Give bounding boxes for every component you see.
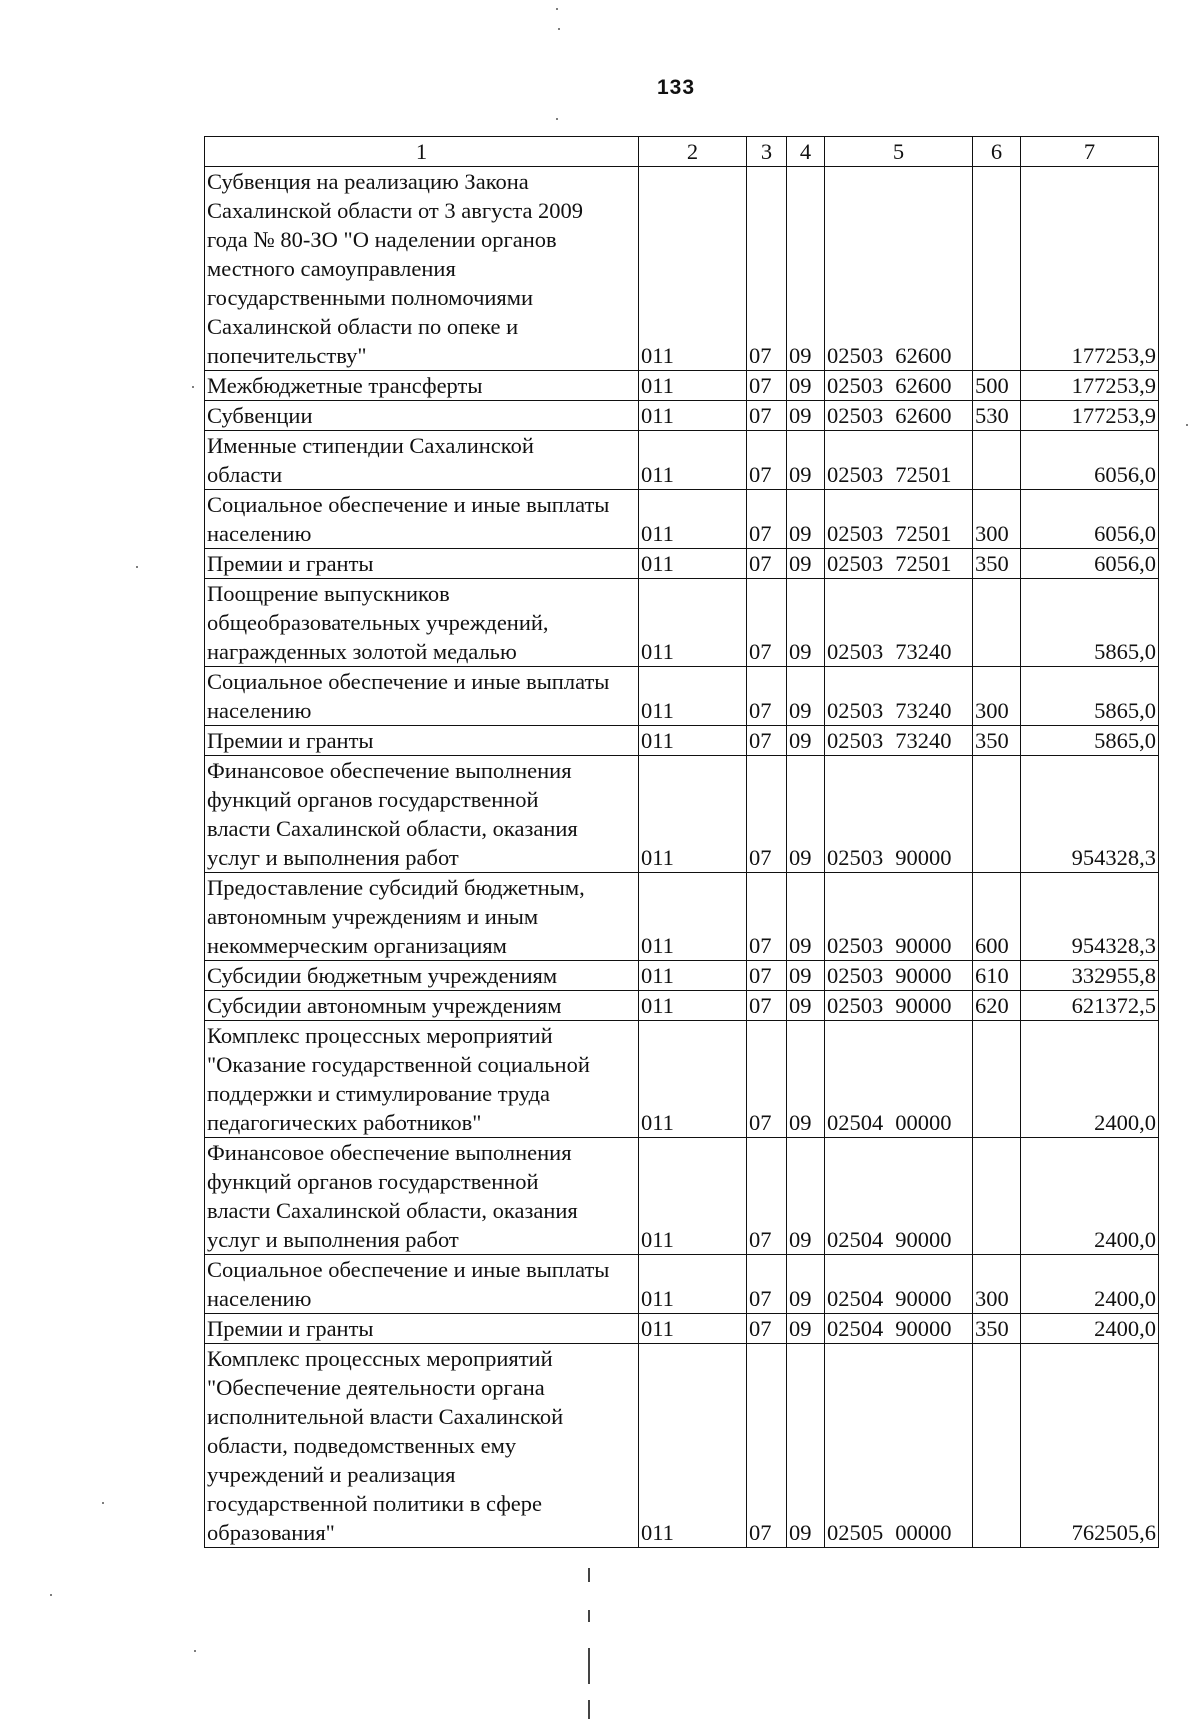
expense-type-code — [973, 579, 1021, 667]
row-name-line: Субвенции — [207, 403, 313, 428]
expense-type-code — [973, 431, 1021, 490]
row-name-line: педагогических работников" — [207, 1110, 482, 1135]
amount: 621372,5 — [1021, 991, 1159, 1021]
target-article-code-part1: 02503 — [827, 551, 884, 576]
target-article-code-part1: 02503 — [827, 462, 884, 487]
row-name-line: власти Сахалинской области, оказания — [207, 1198, 578, 1223]
row-name-line: Субсидии автономным учреждениям — [207, 993, 562, 1018]
table-row — [205, 371, 1159, 401]
table-row — [205, 167, 1159, 371]
column-header-6: 6 — [973, 137, 1021, 167]
target-article-code — [825, 371, 973, 401]
subsection-code: 09 — [787, 401, 825, 431]
table-row — [205, 1344, 1159, 1548]
row-name-line: Премии и гранты — [207, 551, 374, 576]
row-name-line: "Оказание государственной социальной — [207, 1052, 590, 1077]
subsection-code: 09 — [787, 431, 825, 490]
amount: 6056,0 — [1021, 431, 1159, 490]
row-name-line: автономным учреждениям и иным — [207, 904, 539, 929]
column-header-1: 1 — [205, 137, 639, 167]
ministry-code: 011 — [639, 579, 747, 667]
row-name — [205, 1255, 639, 1314]
subsection-code: 09 — [787, 1344, 825, 1548]
row-name-line: попечительству" — [207, 343, 367, 368]
target-article-code-part2: 00000 — [895, 1520, 952, 1545]
section-code: 07 — [747, 667, 787, 726]
target-article-code-part2: 72501 — [895, 551, 952, 576]
row-name — [205, 401, 639, 431]
row-name-line: власти Сахалинской области, оказания — [207, 816, 578, 841]
subsection-code: 09 — [787, 1314, 825, 1344]
row-name-line: государственными полномочиями — [207, 285, 534, 310]
target-article-code-part2: 62600 — [895, 373, 952, 398]
expense-type-code: 350 — [973, 1314, 1021, 1344]
row-name-line: Сахалинской области от 3 августа 2009 — [207, 198, 584, 223]
target-article-code-part2: 90000 — [895, 1227, 952, 1252]
row-name-line: государственной политики в сфере — [207, 1491, 543, 1516]
scan-speck — [558, 28, 560, 30]
section-code: 07 — [747, 991, 787, 1021]
target-article-code-part1: 02503 — [827, 963, 884, 988]
row-name — [205, 1314, 639, 1344]
row-name-line: некоммерческим организациям — [207, 933, 507, 958]
target-article-code-part1: 02505 — [827, 1520, 884, 1545]
row-name — [205, 1138, 639, 1255]
subsection-code: 09 — [787, 167, 825, 371]
section-code: 07 — [747, 873, 787, 961]
section-code: 07 — [747, 1344, 787, 1548]
expense-type-code: 350 — [973, 726, 1021, 756]
scan-speck — [1186, 424, 1188, 426]
target-article-code — [825, 961, 973, 991]
section-code: 07 — [747, 1021, 787, 1138]
row-name-line: Межбюджетные трансферты — [207, 373, 483, 398]
row-name — [205, 991, 639, 1021]
section-code: 07 — [747, 401, 787, 431]
table-body — [205, 167, 1159, 1548]
ministry-code: 011 — [639, 961, 747, 991]
subsection-code: 09 — [787, 991, 825, 1021]
expense-type-code: 300 — [973, 1255, 1021, 1314]
row-name-line: Поощрение выпускников — [207, 581, 450, 606]
row-name-line: поддержки и стимулирование труда — [207, 1081, 551, 1106]
ministry-code: 011 — [639, 1344, 747, 1548]
row-name-line: населению — [207, 698, 312, 723]
subsection-code: 09 — [787, 756, 825, 873]
scan-line — [588, 1568, 590, 1582]
column-header-4: 4 — [787, 137, 825, 167]
table-row — [205, 549, 1159, 579]
target-article-code-part1: 02503 — [827, 728, 884, 753]
expense-type-code — [973, 1138, 1021, 1255]
target-article-code-part2: 00000 — [895, 1110, 952, 1135]
scan-speck — [102, 1502, 104, 1504]
row-name-line: населению — [207, 521, 312, 546]
row-name — [205, 490, 639, 549]
section-code: 07 — [747, 167, 787, 371]
ministry-code: 011 — [639, 549, 747, 579]
expense-type-code — [973, 1344, 1021, 1548]
table-row — [205, 667, 1159, 726]
amount: 762505,6 — [1021, 1344, 1159, 1548]
ministry-code: 011 — [639, 756, 747, 873]
budget-table — [204, 136, 1159, 1548]
target-article-code — [825, 1255, 973, 1314]
target-article-code-part1: 02503 — [827, 993, 884, 1018]
target-article-code-part1: 02503 — [827, 373, 884, 398]
target-article-code — [825, 167, 973, 371]
row-name-line: услуг и выполнения работ — [207, 1227, 459, 1252]
section-code: 07 — [747, 961, 787, 991]
row-name-line: области, подведомственных ему — [207, 1433, 517, 1458]
target-article-code-part1: 02503 — [827, 403, 884, 428]
scan-speck — [50, 1594, 52, 1596]
table-row — [205, 1138, 1159, 1255]
row-name — [205, 167, 639, 371]
section-code: 07 — [747, 579, 787, 667]
scan-line — [588, 1610, 590, 1622]
target-article-code — [825, 401, 973, 431]
scan-speck — [556, 8, 558, 10]
scan-speck — [136, 566, 138, 568]
page-number: 133 — [656, 76, 696, 99]
target-article-code — [825, 726, 973, 756]
amount: 2400,0 — [1021, 1255, 1159, 1314]
row-name-line: учреждений и реализация — [207, 1462, 456, 1487]
target-article-code-part2: 90000 — [895, 933, 952, 958]
table-row — [205, 490, 1159, 549]
scan-line — [588, 1700, 590, 1719]
ministry-code: 011 — [639, 1255, 747, 1314]
amount: 2400,0 — [1021, 1021, 1159, 1138]
row-name-line: услуг и выполнения работ — [207, 845, 459, 870]
subsection-code: 09 — [787, 961, 825, 991]
row-name-line: награжденных золотой медалью — [207, 639, 517, 664]
section-code: 07 — [747, 1255, 787, 1314]
amount: 5865,0 — [1021, 579, 1159, 667]
amount: 177253,9 — [1021, 371, 1159, 401]
amount: 954328,3 — [1021, 756, 1159, 873]
amount: 2400,0 — [1021, 1138, 1159, 1255]
target-article-code-part1: 02504 — [827, 1316, 884, 1341]
table-row — [205, 756, 1159, 873]
amount: 954328,3 — [1021, 873, 1159, 961]
row-name-line: Премии и гранты — [207, 1316, 374, 1341]
table-row — [205, 401, 1159, 431]
row-name — [205, 1344, 639, 1548]
ministry-code: 011 — [639, 1138, 747, 1255]
target-article-code — [825, 873, 973, 961]
subsection-code: 09 — [787, 667, 825, 726]
row-name-line: Финансовое обеспечение выполнения — [207, 1140, 572, 1165]
ministry-code: 011 — [639, 490, 747, 549]
subsection-code: 09 — [787, 549, 825, 579]
header-row — [205, 137, 1159, 167]
target-article-code-part1: 02503 — [827, 521, 884, 546]
amount: 177253,9 — [1021, 401, 1159, 431]
target-article-code — [825, 667, 973, 726]
amount: 6056,0 — [1021, 490, 1159, 549]
row-name-line: года № 80-ЗО "О наделении органов — [207, 227, 557, 252]
target-article-code — [825, 549, 973, 579]
target-article-code — [825, 490, 973, 549]
target-article-code-part1: 02504 — [827, 1286, 884, 1311]
subsection-code: 09 — [787, 490, 825, 549]
expense-type-code — [973, 756, 1021, 873]
row-name-line: общеобразовательных учреждений, — [207, 610, 549, 635]
amount: 6056,0 — [1021, 549, 1159, 579]
target-article-code-part1: 02503 — [827, 343, 884, 368]
row-name-line: Именные стипендии Сахалинской — [207, 433, 534, 458]
table-row — [205, 1314, 1159, 1344]
table-row — [205, 1255, 1159, 1314]
amount: 5865,0 — [1021, 667, 1159, 726]
row-name-line: Субсидии бюджетным учреждениям — [207, 963, 558, 988]
ministry-code: 011 — [639, 401, 747, 431]
ministry-code: 011 — [639, 726, 747, 756]
scan-speck — [194, 1650, 196, 1652]
target-article-code-part1: 02503 — [827, 639, 884, 664]
target-article-code-part2: 62600 — [895, 343, 952, 368]
target-article-code-part2: 73240 — [895, 639, 952, 664]
scan-speck — [192, 386, 194, 388]
column-header-3: 3 — [747, 137, 787, 167]
ministry-code: 011 — [639, 371, 747, 401]
row-name — [205, 726, 639, 756]
column-header-5: 5 — [825, 137, 973, 167]
expense-type-code: 620 — [973, 991, 1021, 1021]
expense-type-code: 600 — [973, 873, 1021, 961]
target-article-code-part1: 02503 — [827, 933, 884, 958]
row-name — [205, 667, 639, 726]
ministry-code: 011 — [639, 991, 747, 1021]
amount: 177253,9 — [1021, 167, 1159, 371]
scan-line — [588, 1648, 590, 1684]
row-name-line: образования" — [207, 1520, 335, 1545]
row-name-line: Субвенция на реализацию Закона — [207, 169, 529, 194]
target-article-code-part2: 90000 — [895, 1286, 952, 1311]
expense-type-code — [973, 167, 1021, 371]
table-row — [205, 873, 1159, 961]
section-code: 07 — [747, 431, 787, 490]
expense-type-code: 350 — [973, 549, 1021, 579]
expense-type-code — [973, 1021, 1021, 1138]
section-code: 07 — [747, 490, 787, 549]
target-article-code-part2: 90000 — [895, 845, 952, 870]
target-article-code-part2: 73240 — [895, 728, 952, 753]
section-code: 07 — [747, 1138, 787, 1255]
ministry-code: 011 — [639, 1314, 747, 1344]
target-article-code-part1: 02503 — [827, 845, 884, 870]
subsection-code: 09 — [787, 371, 825, 401]
target-article-code-part2: 90000 — [895, 993, 952, 1018]
ministry-code: 011 — [639, 667, 747, 726]
row-name-line: функций органов государственной — [207, 787, 539, 812]
row-name-line: Комплекс процессных мероприятий — [207, 1023, 553, 1048]
expense-type-code: 300 — [973, 667, 1021, 726]
target-article-code-part1: 02504 — [827, 1110, 884, 1135]
row-name-line: Социальное обеспечение и иные выплаты — [207, 669, 610, 694]
ministry-code: 011 — [639, 167, 747, 371]
subsection-code: 09 — [787, 1138, 825, 1255]
target-article-code-part2: 72501 — [895, 521, 952, 546]
target-article-code-part2: 62600 — [895, 403, 952, 428]
section-code: 07 — [747, 549, 787, 579]
row-name-line: исполнительной власти Сахалинской — [207, 1404, 564, 1429]
target-article-code-part2: 90000 — [895, 963, 952, 988]
ministry-code: 011 — [639, 873, 747, 961]
table-row — [205, 961, 1159, 991]
row-name — [205, 549, 639, 579]
row-name — [205, 1021, 639, 1138]
column-header-7: 7 — [1021, 137, 1159, 167]
target-article-code — [825, 1314, 973, 1344]
expense-type-code: 530 — [973, 401, 1021, 431]
row-name — [205, 371, 639, 401]
target-article-code — [825, 756, 973, 873]
table-row — [205, 579, 1159, 667]
row-name-line: Предоставление субсидий бюджетным, — [207, 875, 585, 900]
row-name-line: Финансовое обеспечение выполнения — [207, 758, 572, 783]
target-article-code-part2: 72501 — [895, 462, 952, 487]
target-article-code — [825, 431, 973, 490]
subsection-code: 09 — [787, 726, 825, 756]
target-article-code-part1: 02503 — [827, 698, 884, 723]
row-name-line: "Обеспечение деятельности органа — [207, 1375, 545, 1400]
row-name — [205, 431, 639, 490]
section-code: 07 — [747, 756, 787, 873]
row-name — [205, 873, 639, 961]
subsection-code: 09 — [787, 1255, 825, 1314]
row-name-line: Сахалинской области по опеке и — [207, 314, 519, 339]
table-row — [205, 726, 1159, 756]
amount: 332955,8 — [1021, 961, 1159, 991]
ministry-code: 011 — [639, 1021, 747, 1138]
scan-speck — [556, 118, 558, 120]
table-row — [205, 1021, 1159, 1138]
target-article-code-part2: 90000 — [895, 1316, 952, 1341]
target-article-code — [825, 1344, 973, 1548]
table-row — [205, 991, 1159, 1021]
row-name-line: Социальное обеспечение и иные выплаты — [207, 1257, 610, 1282]
row-name-line: Социальное обеспечение и иные выплаты — [207, 492, 610, 517]
column-header-2: 2 — [639, 137, 747, 167]
row-name-line: населению — [207, 1286, 312, 1311]
amount: 5865,0 — [1021, 726, 1159, 756]
row-name — [205, 961, 639, 991]
expense-type-code: 500 — [973, 371, 1021, 401]
row-name — [205, 756, 639, 873]
subsection-code: 09 — [787, 579, 825, 667]
expense-type-code: 610 — [973, 961, 1021, 991]
row-name-line: функций органов государственной — [207, 1169, 539, 1194]
target-article-code — [825, 579, 973, 667]
subsection-code: 09 — [787, 1021, 825, 1138]
ministry-code: 011 — [639, 431, 747, 490]
section-code: 07 — [747, 726, 787, 756]
target-article-code — [825, 1021, 973, 1138]
target-article-code — [825, 1138, 973, 1255]
row-name-line: Комплекс процессных мероприятий — [207, 1346, 553, 1371]
target-article-code — [825, 991, 973, 1021]
target-article-code-part1: 02504 — [827, 1227, 884, 1252]
subsection-code: 09 — [787, 873, 825, 961]
table-row — [205, 431, 1159, 490]
section-code: 07 — [747, 1314, 787, 1344]
amount: 2400,0 — [1021, 1314, 1159, 1344]
target-article-code-part2: 73240 — [895, 698, 952, 723]
row-name-line: местного самоуправления — [207, 256, 456, 281]
row-name-line: Премии и гранты — [207, 728, 374, 753]
expense-type-code: 300 — [973, 490, 1021, 549]
row-name-line: области — [207, 462, 283, 487]
row-name — [205, 579, 639, 667]
section-code: 07 — [747, 371, 787, 401]
